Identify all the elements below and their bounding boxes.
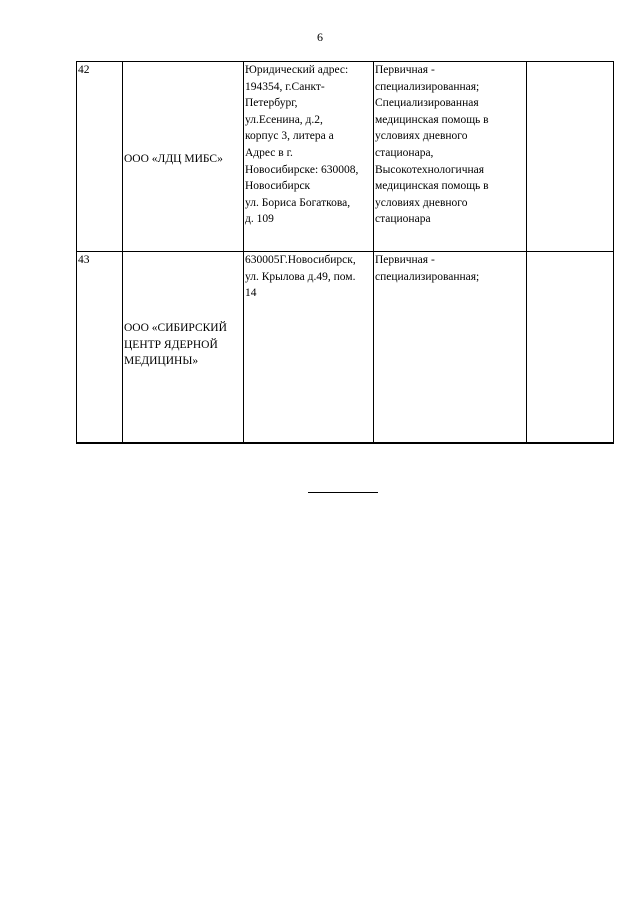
organization-cell [123, 62, 244, 252]
care-type-cell [374, 252, 527, 443]
organization-name-line: ЦЕНТР ЯДЕРНОЙ [124, 338, 218, 351]
care-line: условиях дневного [375, 130, 468, 143]
address-line: д. 109 [245, 213, 274, 226]
extra-cell [527, 62, 614, 252]
care-line: специализированная; [375, 270, 480, 283]
table-row [77, 62, 614, 252]
end-of-document-rule [308, 492, 378, 493]
address-line: 14 [245, 287, 257, 300]
address-line: корпус 3, литера а [245, 130, 334, 143]
care-line: стационара, [375, 146, 434, 159]
address-cell [244, 252, 374, 443]
row-number: 42 [77, 62, 123, 252]
extra-cell [527, 252, 614, 443]
organization-name: ООО «ЛДЦ МИБС» [124, 153, 223, 165]
address-line: Юридический адрес: [245, 64, 349, 76]
address-line: 630005Г.Новосибирск, [245, 254, 356, 266]
row-number: 43 [77, 252, 123, 443]
address-line: Новосибирске: 630008, [245, 163, 359, 176]
address-line: ул. Крылова д.49, пом. [245, 270, 356, 283]
address-cell [244, 62, 374, 252]
care-line: Первичная - [375, 64, 435, 76]
care-line: специализированная; [375, 80, 480, 93]
address-line: 194354, г.Санкт- [245, 80, 325, 93]
care-line: Первичная - [375, 254, 435, 266]
care-line: медицинская помощь в [375, 180, 489, 193]
page-number: 6 [317, 30, 323, 44]
care-line: стационара [375, 213, 431, 226]
address-line: ул.Есенина, д.2, [245, 113, 323, 126]
organization-cell [123, 252, 244, 443]
care-line: Высокотехнологичная [375, 163, 485, 176]
care-line: условиях дневного [375, 196, 468, 209]
address-line: Петербург, [245, 97, 298, 110]
organizations-table [76, 61, 614, 444]
organization-name-line: ООО «СИБИРСКИЙ [124, 322, 227, 334]
care-type-cell [374, 62, 527, 252]
care-line: медицинская помощь в [375, 113, 489, 126]
table-row [77, 252, 614, 443]
address-line: ул. Бориса Богаткова, [245, 196, 351, 209]
care-line: Специализированная [375, 97, 479, 110]
address-line: Новосибирск [245, 180, 311, 193]
address-line: Адрес в г. [245, 146, 293, 159]
organization-name-line: МЕДИЦИНЫ» [124, 355, 199, 368]
